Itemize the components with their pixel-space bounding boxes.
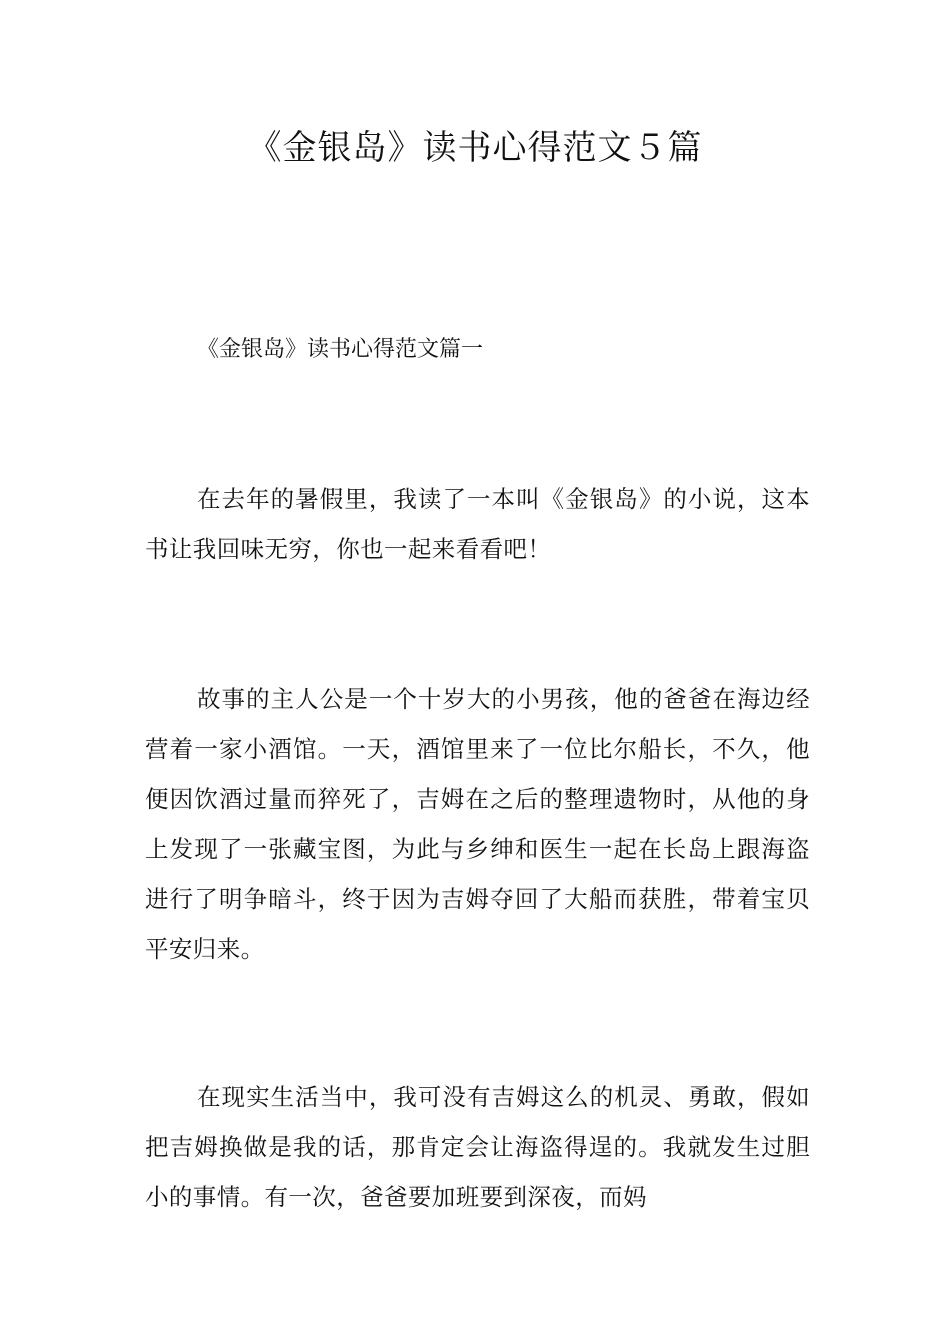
section-heading: 《金银岛》读书心得范文篇一: [197, 337, 484, 362]
body-paragraph-2: 故事的主人公是一个十岁大的小男孩，他的爸爸在海边经营着一家小酒馆。一天，酒馆里来了一位比尔船长，不久，他便因饮酒过量而猝死了，吉姆在之后的整理遗物时，从他的身上发现了一张藏宝图，为此与乡绅和医生一起在长岛上跟海盗进行了明争暗斗，终于因为吉姆夺回了大船而获胜，带着宝贝平安归来。: [145, 685, 810, 963]
body-paragraph-3: 在现实生活当中，我可没有吉姆这么的机灵、勇敢，假如把吉姆换做是我的话，那肯定会让海盗得逞的。我就发生过胆小的事情。有一次，爸爸要加班要到深夜，而妈: [145, 1083, 810, 1211]
document-title: 《金银岛》读书心得范文５篇: [247, 128, 703, 168]
body-paragraph-1: 在去年的暑假里，我读了一本叫《金银岛》的小说，这本书让我回味无穷，你也一起来看看吧！: [145, 485, 810, 563]
